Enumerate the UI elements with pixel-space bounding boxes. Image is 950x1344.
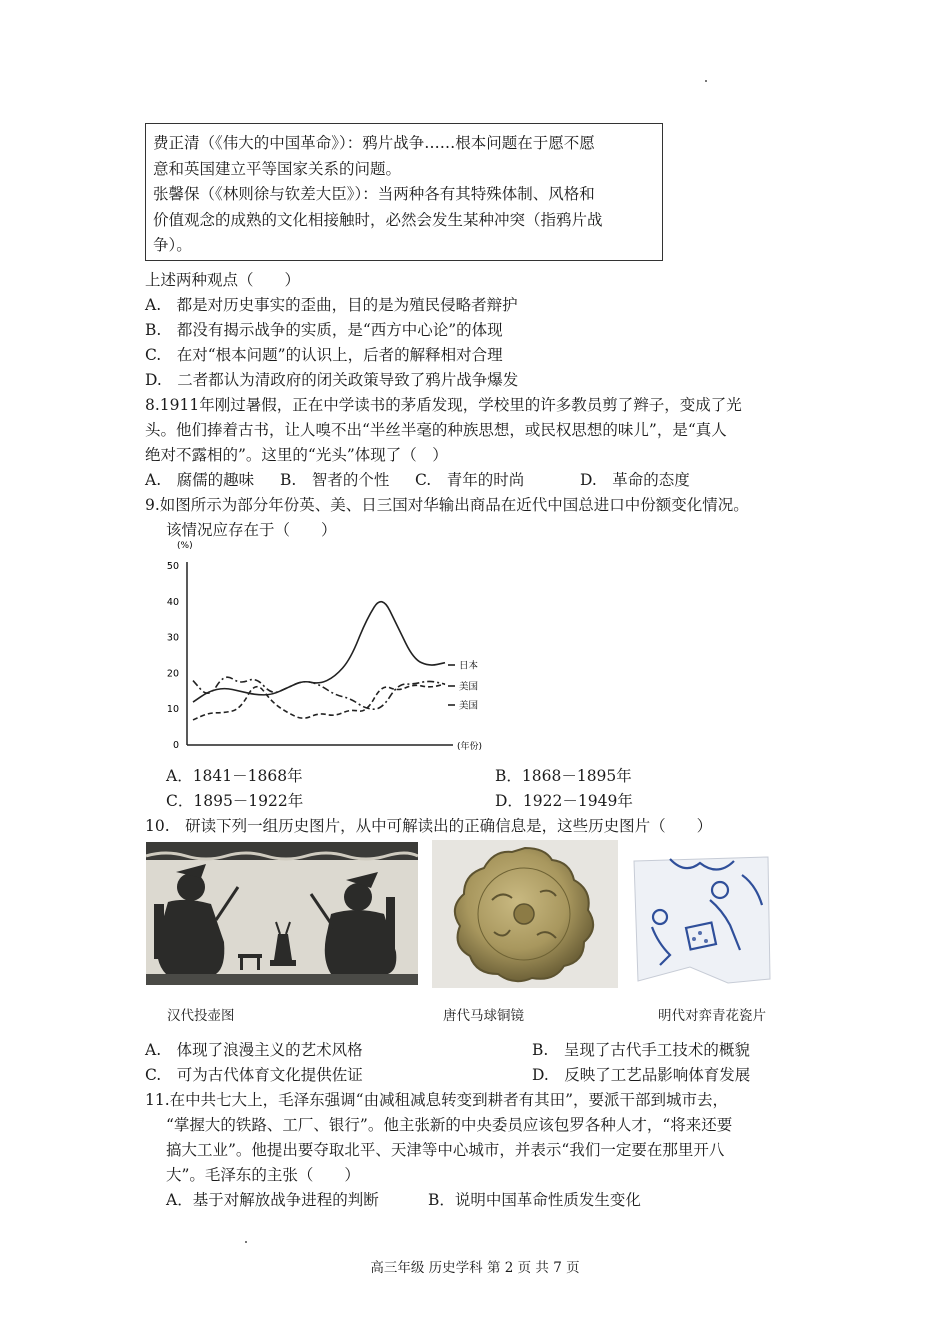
option-d[interactable]: D．1922－1949年 <box>495 792 633 810</box>
quote-line: 费正清（《伟大的中国革命》）：鸦片战争……根本问题在于愿不愿 <box>153 134 595 152</box>
option-c[interactable]: C．1895－1922年 <box>166 792 304 810</box>
option-b[interactable]: B. 智者的个性 <box>280 471 390 489</box>
question-text: 绝对不露相的”。这里的“光头”体现了（ ） <box>145 446 448 464</box>
question-text: 8.1911年刚过暑假，正在中学读书的茅盾发现，学校里的许多教员剪了辫子，变成了光 <box>145 396 742 414</box>
option-a[interactable]: A. 都是对历史事实的歪曲，目的是为殖民侵略者辩护 <box>145 296 518 314</box>
ming-porcelain-shard-image <box>630 855 772 987</box>
option-c[interactable]: C. 青年的时尚 <box>415 471 525 489</box>
tang-bronze-mirror-image <box>432 840 618 988</box>
question-stem: 10. 研读下列一组历史图片，从中可解读出的正确信息是，这些历史图片（ ） <box>145 817 713 835</box>
option-a[interactable]: A．基于对解放战争进程的判断 <box>166 1191 379 1209</box>
y-tick-label: 40 <box>166 596 179 608</box>
option-d[interactable]: D. 反映了工艺品影响体育发展 <box>532 1066 751 1084</box>
y-tick-label: 20 <box>166 668 179 680</box>
y-tick-label: 10 <box>166 704 179 716</box>
stray-dot <box>245 1241 247 1243</box>
image-caption: 明代对弈青花瓷片 <box>658 1008 766 1024</box>
page-footer: 高三年级 历史学科 第 2 页 共 7 页 <box>370 1260 580 1276</box>
option-a[interactable]: A. 腐儒的趣味 <box>145 471 255 489</box>
option-d[interactable]: D. 二者都认为清政府的闭关政策导致了鸦片战争爆发 <box>145 371 519 389</box>
series-line <box>193 677 445 709</box>
legend-label: 美国 <box>459 700 479 712</box>
question-text: “掌握大的铁路、工厂、银行”。他主张新的中央委员应该包罗各种人才，“将来还要 <box>166 1116 733 1134</box>
image-caption: 汉代投壶图 <box>167 1008 235 1024</box>
y-tick-label: 30 <box>166 632 179 644</box>
quote-line: 争）。 <box>153 236 192 254</box>
option-a[interactable]: A. 体现了浪漫主义的艺术风格 <box>145 1041 363 1059</box>
option-b[interactable]: B．说明中国革命性质发生变化 <box>428 1191 641 1209</box>
option-c[interactable]: C. 在对“根本问题”的认识上，后者的解释相对合理 <box>145 346 503 364</box>
quote-line: 意和英国建立平等国家关系的问题。 <box>153 159 402 178</box>
quote-line: 价值观念的成熟的文化相接触时，必然会发生某种冲突（指鸦片战 <box>153 210 603 229</box>
option-b[interactable]: B. 呈现了古代手工技术的概貌 <box>532 1041 750 1059</box>
option-b[interactable]: B. 都没有揭示战争的实质，是“西方中心论”的体现 <box>145 321 503 339</box>
y-tick-label: 0 <box>172 740 179 751</box>
question-text: 搞大工业”。他提出要夺取北平、天津等中心城市，并表示“我们一定要在那里开八 <box>166 1141 725 1159</box>
y-tick-label: 50 <box>166 561 179 572</box>
question-text: 大”。毛泽东的主张（ ） <box>166 1166 360 1184</box>
option-d[interactable]: D. 革命的态度 <box>580 471 690 489</box>
question-text: 该情况应存在于（ ） <box>166 521 337 539</box>
quote-box <box>145 123 663 261</box>
question-stem: 上述两种观点（ ） <box>145 271 301 289</box>
question-text: 头。他们捧着古书，让人嗅不出“半丝半毫的种族思想，或民权思想的味儿”，是“真人 <box>145 421 727 439</box>
legend-label: 日本 <box>459 660 479 672</box>
stray-dot <box>705 80 707 82</box>
x-axis-label: (年份) <box>457 742 483 752</box>
option-a[interactable]: A．1841－1868年 <box>166 767 303 785</box>
option-b[interactable]: B．1868－1895年 <box>495 767 632 785</box>
y-axis-label: (%) <box>177 541 193 551</box>
image-caption: 唐代马球铜镜 <box>443 1008 524 1024</box>
option-c[interactable]: C. 可为古代体育文化提供佐证 <box>145 1066 363 1084</box>
question-text: 11.在中共七大上，毛泽东强调“由减租减息转变到耕者有其田”，要派干部到城市去， <box>145 1091 729 1109</box>
legend-label: 美国 <box>459 681 479 693</box>
han-pitch-pot-rubbing-image <box>146 842 418 985</box>
share-line-chart <box>155 538 515 760</box>
quote-line: 张馨保（《林则徐与钦差大臣》）：当两种各有其特殊体制、风格和 <box>153 185 595 203</box>
question-text: 9.如图所示为部分年份英、美、日三国对华输出商品在近代中国总进口中份额变化情况。 <box>145 496 749 514</box>
